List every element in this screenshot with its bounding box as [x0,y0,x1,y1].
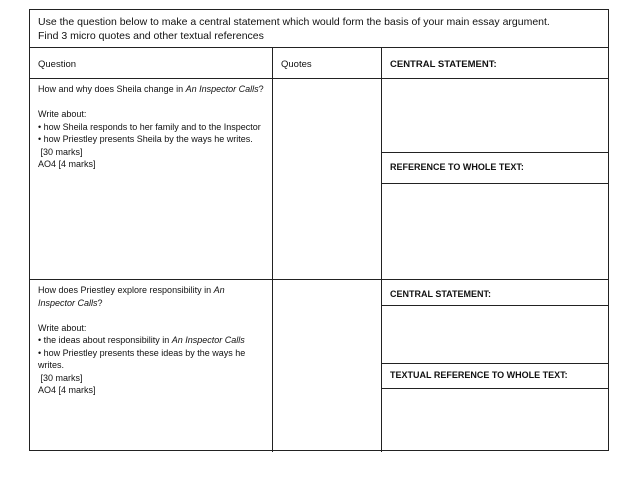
central-statement-header-label: CENTRAL STATEMENT: [390,59,497,70]
central-statement-box-2[interactable] [382,306,609,364]
central-statement-box-1[interactable] [382,79,609,153]
quotes-cell-1[interactable] [273,79,382,279]
header-row [30,48,608,79]
instructions-line-2: Find 3 micro quotes and other textual references [38,30,264,42]
question-cell-1 [30,79,273,279]
bullet-item: • how Priestley presents Sheila by the ways he writes. [38,134,253,144]
play-title: An Inspector Calls [38,285,225,308]
bullet-item: • the ideas about responsibility in An Inspector Calls [38,335,245,345]
worksheet-table [29,9,609,451]
question-column-header: Question [30,48,273,78]
quotes-cell-2[interactable] [273,280,382,452]
textual-reference-header: TEXTUAL REFERENCE TO WHOLE TEXT: [382,364,609,389]
marks-label: [30 marks] [38,146,83,157]
task-row-1 [30,79,608,280]
instructions-line-1: Use the question below to make a central statement which would form the basis of your main essay argument. [38,16,550,28]
question-2-text: How does Priestley explore responsibility in An Inspector Calls? [38,285,225,308]
ao4-marks-label: AO4 [4 marks] [38,159,96,169]
play-title: An Inspector Calls [171,335,245,345]
task-row-2 [30,280,608,452]
bullet-item: • how Sheila responds to her family and to the Inspector [38,121,261,132]
ao4-marks-label: AO4 [4 marks] [38,385,96,395]
answer-cell-2 [382,280,609,452]
marks-label: [30 marks] [38,372,83,383]
play-title: An Inspector Calls [185,84,259,94]
quotes-column-header: Quotes [273,48,382,78]
bullet-item: • how Priestley presents these ideas by the ways he writes. [38,347,246,370]
central-statement-header-2: CENTRAL STATEMENT: [382,280,609,306]
textual-reference-box-2[interactable] [382,389,609,452]
reference-whole-text-header: REFERENCE TO WHOLE TEXT: [382,153,609,184]
central-statement-column-header [382,48,609,78]
question-1-text: How and why does Sheila change in An Inspector Calls? [38,84,264,94]
reference-whole-text-box-1[interactable] [382,184,609,280]
instructions [30,10,608,48]
write-about-label: Write about: [38,322,87,333]
write-about-label: Write about: [38,109,87,119]
answer-cell-1 [382,79,609,279]
question-cell-2 [30,280,273,452]
